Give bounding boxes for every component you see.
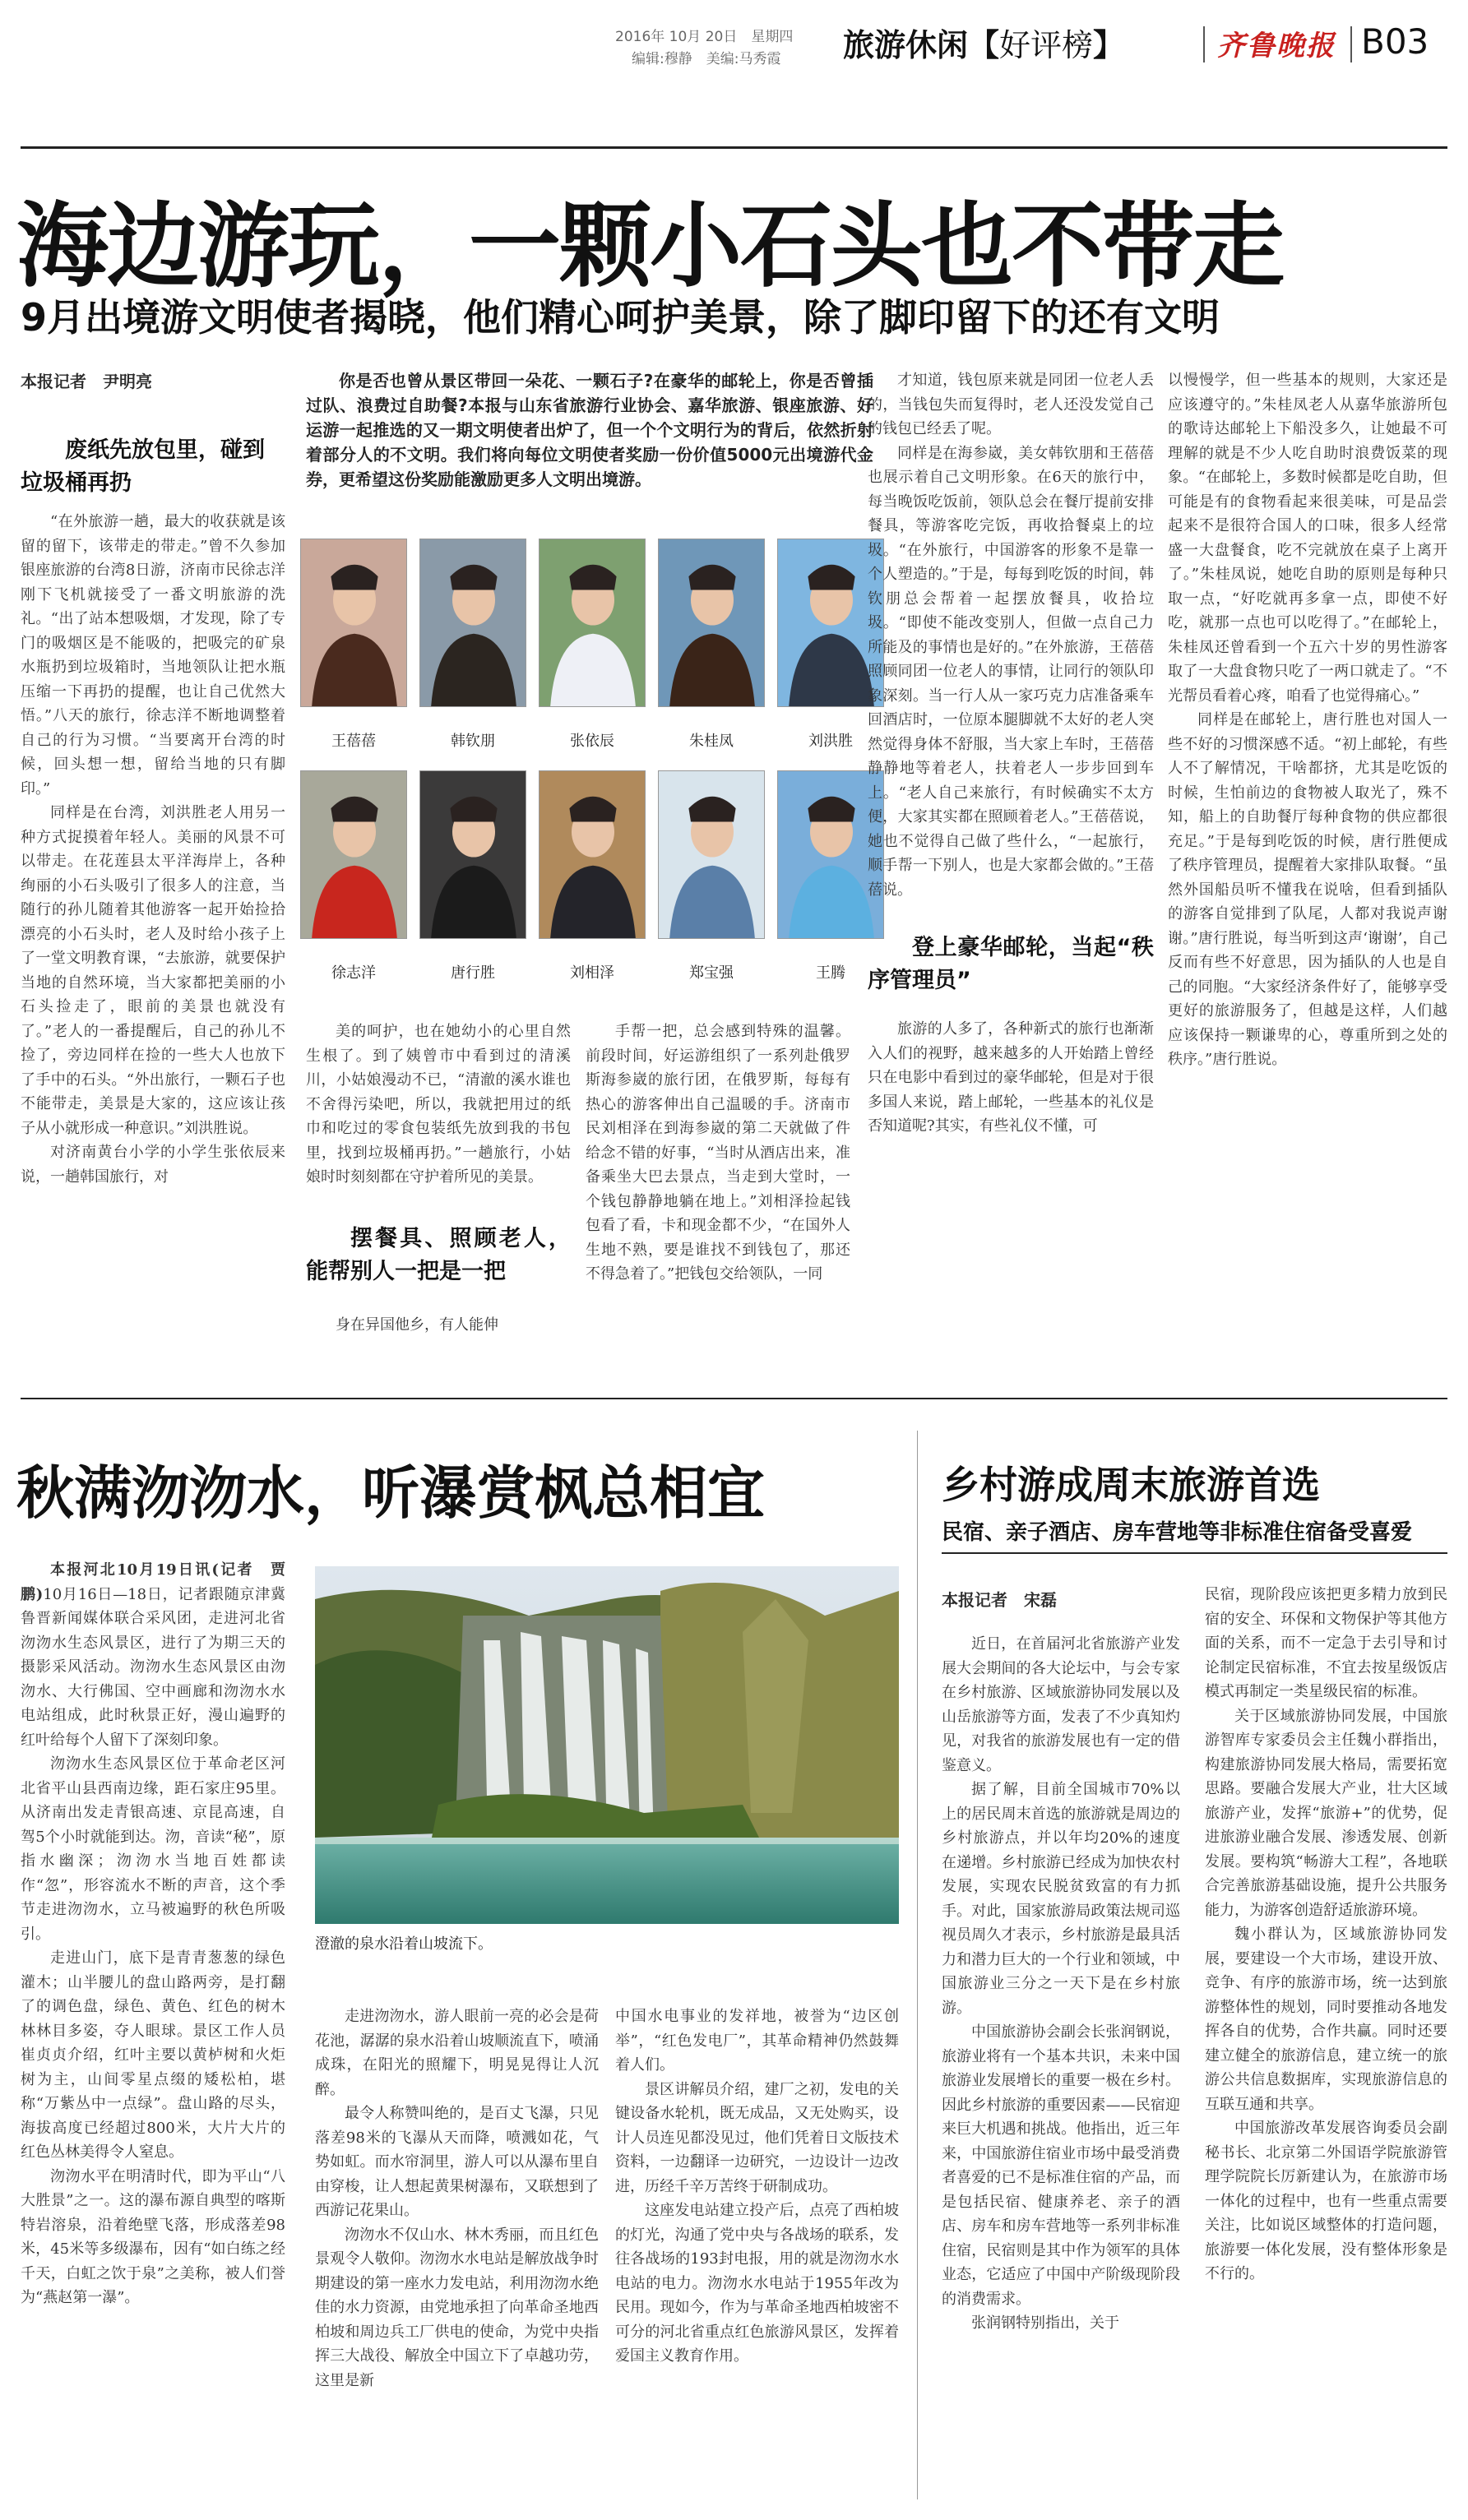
article3-col1	[942, 1632, 1180, 2499]
article3-paragraph: 关于区域旅游协同发展，中国旅游智库专家委员会主任魏小群指出，构建旅游协同发展大格局，需要拓宽思路。要融合发展大产业，壮大区域旅游产业，发挥“旅游+”的优势，促进旅游业融合发展、渗透发展、创新发展。要构筑“畅游大工程”，各地联合完善旅游基础设施，提升公共服务能力，为游客创造舒适旅游环境。	[1205, 1707, 1447, 1919]
portrait-caption: 韩钦朋	[451, 733, 495, 750]
article2-col2	[315, 2004, 599, 2498]
header-divider-2	[1350, 26, 1352, 62]
article1-subhead-1: 废纸先放包里，碰到垃圾桶再扔	[21, 437, 265, 496]
article2-byline: 本报河北10月19日讯(记者 贾鹏)	[21, 1561, 285, 1603]
article1-col5	[1168, 368, 1447, 1373]
article1-lead: 你是否也曾从景区带回一朵花、一颗石子?在豪华的邮轮上，你是否曾插过队、浪费过自助餐?本报与山东省旅游行业协会、嘉华旅游、银座旅游、好运游一起推选的又一期文明使者出炉了，但一个个文明行为的背后，依然折射着部分人的不文明。我们将向每位文明使者奖励一份价值5000元出境游代金券，更希望这份奖励能激励更多人文明出境游。	[306, 371, 873, 489]
portrait-caption: 朱桂凤	[689, 733, 734, 750]
article1-paragraph: “在外旅游一趟，最大的收获就是该留的留下，该带走的带走。”曾不久参加银座旅游的台湾8日游，济南市民徐志洋刚下飞机就接受了一番文明旅游的洗礼。“出了站本想吸烟，才发现，除了专门的吸烟区是不能吸的，把吸完的矿泉水瓶扔到垃圾箱时，当地领队让把水瓶压缩一下再扔的提醒，也让自己优然大悟。”八天的旅行，徐志洋不断地调整着自己的行为习惯。“当要离开台湾的时候，回头想一想，留给当地的只有脚印。”	[21, 513, 285, 798]
article3-paragraph: 民宿，现阶段应该把更多精力放到民宿的安全、环保和文物保护等其他方面的关系，而不一定急于去引导和讨论制定民宿标准，不宜去按星级饭店模式再制定一类星级民宿的标准。	[1205, 1586, 1447, 1700]
waterfall-image	[315, 1566, 899, 1924]
article2-col3	[615, 2004, 899, 2498]
article1-col1	[21, 510, 285, 1373]
newspaper-logo: 齐鲁晚报	[1217, 30, 1336, 62]
portrait-caption: 徐志洋	[331, 964, 376, 982]
portrait-photo	[300, 539, 407, 707]
portrait-caption: 刘洪胜	[808, 733, 853, 750]
header-editors: 编辑:穆静 美编:马秀霞	[632, 51, 781, 67]
header-divider-1	[1203, 26, 1205, 62]
article2-paragraph: 沕沕水生态风景区位于革命老区河北省平山县西南边缘，距石家庄95里。从济南出发走青银高速、京昆高速，自驾5个小时就能到达。沕，音读“秘”，原指水幽深；沕沕水当地百姓都读作“忽”，形容流水不断的声音，这个季节走进沕沕水，立马被遍野的秋色所吸引。	[21, 1755, 285, 1943]
portrait-photo	[419, 539, 526, 707]
portrait-caption: 唐行胜	[451, 964, 495, 982]
article1-paragraph: 手帮一把，总会感到特殊的温馨。前段时间，好运游组织了一系列赴俄罗斯海参崴的旅行团，在俄罗斯，每每有热心的游客伸出自己温暖的手。济南市民刘相泽在到海参崴的第二天就做了件给念不错的好事，“当时从酒店出来，准备乘坐大巴去景点，当走到大堂时，一个钱包静静地躺在地上。”刘相泽捡起钱包看了看，卡和现金都不少，“在国外人生地不熟，要是谁找不到钱包了，那还不得急着了。”把钱包交给领队，一同	[586, 1023, 850, 1283]
article1-paragraph: 身在异国他乡，有人能伸	[336, 1315, 498, 1334]
header-rule	[21, 146, 1447, 149]
article1-paragraph: 同样是在邮轮上，唐行胜也对国人一些不好的习惯深感不适。“初上邮轮，有些人不了解情况，干啥都挤，尤其是吃饭的时候，生怕前边的食物被人取光了，殊不知，船上的自助餐厅每种食物的供应都很充足。”于是每到吃饭的时候，唐行胜便成了秩序管理员，提醒着大家排队取餐。“虽然外国船员听不懂我在说啥，但看到插队的游客自觉排到了队尾，人都对我说声谢谢。”唐行胜说，每当听到这声‘谢谢’，自己反而有些不好意思，因为插队的人也是自己的同胞。“大家经济条件好了，能够享受更好的旅游服务了，但越是这样，人们越应该保持一颗谦卑的心，尊重所到之处的秩序。”唐行胜说。	[1168, 711, 1447, 1068]
article2-headline: 秋满沕沕水，听瀑赏枫总相宜	[16, 1459, 765, 1527]
section-title: 旅游休闲	[843, 27, 969, 63]
article1-subheadline: 9月出境游文明使者揭晓，他们精心呵护美景，除了脚印留下的还有文明	[21, 295, 1220, 340]
article3-paragraph: 近日，在首届河北省旅游产业发展大会期间的各大论坛中，与会专家在乡村旅游、区域旅游协同发展以及山岳旅游等方面，发表了不少真知灼见，对我省的旅游发展也有一定的借鉴意义。	[942, 1635, 1180, 1774]
article1-paragraph: 同样是在台湾，刘洪胜老人用另一种方式捉摸着年轻人。美丽的风景不可以带走。在花莲县太平洋海岸上，各种绚丽的小石头吸引了很多人的注意，当随行的孙儿随着其他游客一起开始捡拾漂亮的小石头时，老人及时给小孩子上了一堂文明教育课，“去旅游，就要保护当地的自然环境，当大家都把美丽的小石头捡走了，眼前的美景也就没有了。”老人的一番提醒后，自己的孙儿不捡了，旁边同样在捡的一些大人也放下了手中的石头。“外出旅行，一颗石子也不能带走，美景是大家的，这应该让孩子从小就形成一种意识。”刘洪胜说。	[21, 804, 285, 1137]
article1-paragraph: 美的呵护，也在她幼小的心里自然生根了。到了姨曾市中看到过的清溪川，小姑娘漫动不已，“清澈的溪水谁也不舍得污染吧，所以，我就把用过的纸巾和吃过的零食包装纸先放到我的书包里，找到垃圾桶再扔。”一趟旅行，小姑娘时时刻刻都在守护着所见的美景。	[306, 1023, 571, 1186]
page-number: B03	[1361, 21, 1429, 62]
portrait-silhouette	[540, 771, 646, 939]
article2-paragraph: 景区讲解员介绍，建厂之初，发电的关键设备水轮机，既无成品，又无处购买，设计人员连见都没见过，他们凭着日文版技术资料，一边翻译一边研究，一边设计一边改进，历经千辛万苦终于研制成功。	[615, 2080, 899, 2195]
article2-divider	[917, 1431, 918, 2499]
article2-paragraph: 走进山门，底下是青青葱葱的绿色灌木；山半腰儿的盘山路两旁，是打翻了的调色盘，绿色、黄色、红色的树木林林目多姿，夺人眼球。景区工作人员崔贞贞介绍，红叶主要以黄栌树和火炬树为主，山间零星点缀的矮松柏，堪称“万紫丛中一点绿”。盘山路的尽头，海拔高度已经超过800米，大片大片的红色丛林美得令人窒息。	[21, 1949, 285, 2161]
portrait-photo	[658, 770, 765, 939]
portrait-silhouette	[420, 539, 526, 707]
section-bracket-close: 】	[1093, 27, 1125, 63]
article1-byline: 本报记者 尹明亮	[21, 372, 152, 391]
portrait-photo	[419, 770, 526, 939]
portrait-photo	[539, 770, 646, 939]
portrait-caption: 王蓓蓓	[331, 733, 376, 750]
portrait-caption: 张依辰	[570, 733, 614, 750]
article3-headline: 乡村游成周末旅游首选	[942, 1463, 1320, 1507]
waterfall-caption: 澄澈的泉水沿着山坡流下。	[315, 1935, 493, 1953]
article2-paragraph: 这座发电站建立投产后，点亮了西柏坡的灯光，沟通了党中央与各战场的联系，发往各战场的193封电报，用的就是沕沕水水电站的电力。沕沕水水电站于1955年改为民用。现如今，作为与革命圣地西柏坡密不可分的河北省重点红色旅游风景区，发挥着爱国主义教育作用。	[615, 2202, 899, 2365]
article2-paragraph: 沕沕水不仅山水、林木秀丽，而且红色景观令人敬仰。沕沕水水电站是解放战争时期建设的第一座水力发电站，利用沕沕水绝佳的水力资源，由党地承担了向革命圣地西柏坡和周边兵工厂供电的使命，为党中央指挥三大战役、解放全中国立下了卓越功劳，这里是新	[315, 2226, 599, 2389]
portrait-caption: 郑宝强	[689, 964, 734, 982]
article3-subheadline: 民宿、亲子酒店、房车营地等非标准住宿备受喜爱	[942, 1520, 1413, 1545]
article3-rule	[942, 1552, 1447, 1554]
section-name	[843, 20, 1124, 65]
portrait-photo	[300, 770, 407, 939]
article1-paragraph: 旅游的人多了，各种新式的旅行也渐渐入人们的视野，越来越多的人开始踏上曾经只在电影中看到过的豪华邮轮，但是对于很多国人来说，踏上邮轮，一些基本的礼仪是否知道呢?其实，有些礼仪不懂，可	[868, 1020, 1154, 1135]
portrait-silhouette	[301, 771, 407, 939]
article2-paragraph: 最令人称赞叫绝的，是百丈飞瀑，只见落差98米的飞瀑从天而降，喷溅如花，气势如虹。而水帘洞里，游人可以从瀑布里自由穿梭，让人想起黄果树瀑布，又联想到了西游记花果山。	[315, 2105, 599, 2219]
article2-col1	[21, 1558, 285, 2499]
article3-col2	[1205, 1583, 1447, 2499]
article1-subhead-3: 登上豪华邮轮，当起“秩序管理员”	[868, 935, 1154, 993]
portrait-caption: 刘相泽	[570, 964, 614, 982]
article3-paragraph: 中国旅游改革发展咨询委员会副秘书长、北京第二外国语学院旅游管理学院院长厉新建认为，在旅游市场一体化的过程中，也有一些重点需要关注，比如说区域整体的打造问题，旅游要一体化发展，没有整体形象是不行的。	[1205, 2120, 1447, 2282]
article1-paragraph: 对济南黄台小学的小学生张依辰来说，一趟韩国旅行，对	[21, 1144, 285, 1186]
article1-col2	[306, 1020, 571, 1373]
article3-paragraph: 张润钢特别指出，关于	[971, 2314, 1119, 2332]
section-tag: 好评榜	[999, 27, 1094, 63]
article1-bottom-rule	[21, 1398, 1447, 1399]
article1-paragraph: 才知道，钱包原来就是同团一位老人丢的，当钱包失而复得时，老人还没发觉自己的钱包已经丢了呢。	[868, 372, 1154, 437]
article2-paragraph: 沕沕水平在明清时代，即为平山“八大胜景”之一。这的瀑布源自典型的喀斯特岩溶泉，沿着绝壁飞落，形成落差98米，45米等多级瀑布，因有“如白练之经千天，白虹之饮于泉”之美称，被人们誉为“燕赵第一瀑”。	[21, 2167, 285, 2306]
portrait-photo	[539, 539, 646, 707]
article1-subhead-2: 摆餐具、照顾老人，能帮别人一把是一把	[306, 1225, 571, 1284]
portrait-silhouette	[540, 539, 646, 707]
portrait-photo	[658, 539, 765, 707]
article2-paragraph: 中国水电事业的发祥地，被誉为“边区创举”，“红色发电厂”，其革命精神仍然鼓舞着人们。	[615, 2008, 899, 2074]
header-date: 2016年 10月 20日 星期四	[615, 29, 794, 45]
article2-paragraph	[21, 1558, 285, 1752]
article3-paragraph: 中国旅游协会副会长张润钢说，旅游业将有一个基本共识，未来中国旅游业发展增长的重要一极在乡村。因此乡村旅游的重要因素——民宿迎来巨大机遇和挑战。他指出，近三年来，中国旅游住宿业市场中最受消费者喜爱的已不是标准住宿的产品，而是包括民宿、健康养老、亲子的酒店、房车和房车营地等一系列非标准住宿，民宿则是其中作为领军的具体业态，它适应了中国中产阶级现阶段的消费需求。	[942, 2023, 1180, 2308]
article1-col3	[586, 1020, 850, 1373]
article1-headline: 海边游玩，一颗小石头也不带走	[16, 193, 1283, 300]
portrait-caption: 王腾	[816, 964, 845, 982]
article1-col4	[868, 368, 1154, 1373]
portrait-silhouette	[420, 771, 526, 939]
portrait-silhouette	[301, 539, 407, 707]
article1-paragraph: 同样是在海参崴，美女韩钦朋和王蓓蓓也展示着自己文明形象。在6天的旅行中，每当晚饭吃饭前，领队总会在餐厅提前安排餐具，等游客吃完饭，再收拾餐桌上的垃圾。“在外旅行，中国游客的形象不是靠一个人塑造的。”于是，每每到吃饭的时间，韩钦朋总会帮着一起摆放餐具，收拾垃圾。“即使不能改变别人，但做一点自己力所能及的事情也是好的。”在外旅游，王蓓蓓照顾同团一位老人的事情，让同行的领队印象深刻。当一行人从一家巧克力店准备乘车回酒店时，一位原本腿脚就不太好的老人突然觉得身体不舒服，当大家上车时，王蓓蓓静静地等着老人，扶着老人一步步回到车上。“老人自己来旅行，有时候确实不太方便，大家其实都在照顾着老人。”王蓓蓓说，她也不觉得自己做了些什么，“一起旅行，顺手帮一下别人，也是大家都会做的。”王蓓蓓说。	[868, 444, 1154, 899]
article3-paragraph: 魏小群认为，区域旅游协同发展，要建设一个大市场，建设开放、竞争、有序的旅游市场，统一达到旅游整体性的规划，同时要推动各地发挥各自的优势，合作共赢。同时还要建立健全的旅游信息，建立统一的旅游公共信息数据库，实现旅游信息的互联互通和共享。	[1205, 1926, 1447, 2113]
section-bracket-open: 【	[968, 27, 1000, 63]
article2-paragraph: 走进沕沕水，游人眼前一亮的必会是荷花池，潺潺的泉水沿着山坡顺流直下，喷涌成珠，在阳光的照耀下，明晃晃得让人沉醉。	[315, 2008, 599, 2098]
article2-lead: 10月16日—18日，记者跟随京津冀鲁晋新闻媒体联合采风团，走进河北省沕沕水生态风景区，进行了为期三天的摄影采风活动。沕沕水生态风景区由沕沕水、大行佛国、空中画廊和沕沕水水电站组成，此时秋景正好，漫山遍野的红叶给每个人留下了深刻印象。	[21, 1585, 285, 1749]
portrait-silhouette	[659, 771, 765, 939]
waterfall-photo	[315, 1566, 899, 1924]
article3-byline: 本报记者 宋磊	[942, 1590, 1057, 1610]
article3-paragraph: 据了解，目前全国城市70%以上的居民周末首选的旅游就是周边的乡村旅游点，并以年均20%的速度在递增。乡村旅游已经成为加快农村发展，实现农民脱贫致富的有力抓手。对此，国家旅游局政策法规司巡视员周久才表示，乡村旅游是最具活力和潜力巨大的一个行业和领域，中国旅游业三分之一天下是在乡村旅游。	[942, 1781, 1180, 2017]
portrait-silhouette	[659, 539, 765, 707]
article1-paragraph: 以慢慢学，但一些基本的规则，大家还是应该遵守的。”朱桂凤老人从嘉华旅游所包的歌诗达邮轮上下船没多久，让她最不可理解的就是不少人吃自助时浪费饭菜的现象。“在邮轮上，多数时候都是吃自助，但可能是有的食物看起来很美味，可是品尝起来不是很符合国人的口味，很多人经常盛一大盘餐食，吃不完就放在桌子上离开了。”朱桂凤说，她吃自助的原则是每种只取一点，“好吃就再多拿一点，即使不好吃，就那一点也可以吃得了。”在邮轮上，朱桂凤还曾看到一个五六十岁的男性游客取了一大盘食物只吃了一两口就走了。“不光帮员看着心疼，咱看了也觉得痛心。”	[1168, 372, 1447, 705]
